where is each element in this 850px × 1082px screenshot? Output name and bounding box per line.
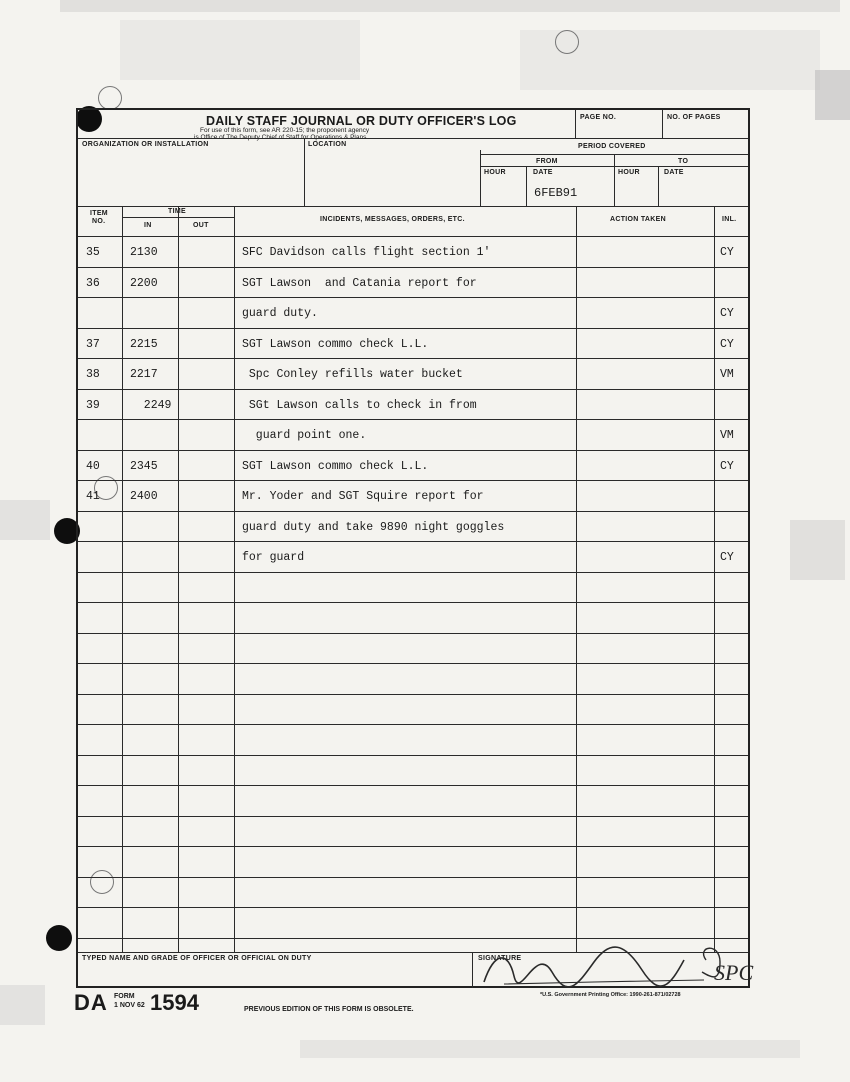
column-rule (178, 206, 179, 952)
column-rule (714, 206, 715, 952)
log-row-entry-text: for guard (242, 551, 305, 564)
period-covered-label: PERIOD COVERED (578, 143, 646, 150)
to-label: TO (678, 158, 689, 165)
time-out-header: OUT (193, 222, 209, 229)
log-row-entry-text: SGT Lawson commo check L.L. (242, 459, 429, 473)
log-row-item-no: 40 (86, 459, 100, 473)
signature-suffix: SPC (714, 960, 754, 985)
form-date: 1 NOV 62 (114, 1002, 145, 1009)
form-title: DAILY STAFF JOURNAL OR DUTY OFFICER'S LOG (206, 114, 517, 128)
to-date-label: DATE (664, 169, 684, 176)
incidents-header: INCIDENTS, MESSAGES, ORDERS, ETC. (320, 216, 465, 223)
from-date-value: 6FEB91 (534, 186, 578, 200)
log-row-initials: CY (720, 246, 734, 259)
typed-name-label: TYPED NAME AND GRADE OF OFFICER OR OFFICIAL ON DUTY (82, 955, 312, 962)
form-code: DA (74, 990, 108, 1015)
log-row-item-no: 37 (86, 337, 100, 351)
form-subtitle: For use of this form, see AR 220-15; the proponent agency (200, 127, 370, 134)
from-hour-label: HOUR (484, 169, 506, 176)
column-rule (234, 206, 235, 952)
log-row-entry-text: Mr. Yoder and SGT Squire report for (242, 490, 484, 503)
log-row-item-no: 35 (86, 246, 100, 259)
log-row-initials: VM (720, 368, 734, 381)
item-header: ITEM (90, 210, 108, 217)
initials-header: INL. (722, 216, 737, 223)
log-row-initials: VM (720, 429, 734, 442)
time-in-header: IN (144, 222, 152, 229)
previous-edition-note: PREVIOUS EDITION OF THIS FORM IS OBSOLETE. (244, 1006, 414, 1013)
signature-scribble (474, 932, 754, 992)
log-row-initials: CY (720, 307, 734, 320)
log-row-time-in: 2215 (130, 337, 158, 351)
log-row-time-in: 2400 (130, 490, 158, 503)
log-row-item-no: 36 (86, 276, 100, 290)
staff-journal-form (76, 108, 754, 988)
log-row-entry-text: SGT Lawson commo check L.L. (242, 337, 429, 351)
from-date-label: DATE (533, 169, 553, 176)
log-row-entry-text: guard duty. (242, 307, 318, 320)
log-row-initials: CY (720, 459, 734, 473)
printing-office-note: *U.S. Government Printing Office: 1990-261-871/02728 (540, 992, 681, 998)
signature-label: SIGNATURE (478, 955, 522, 962)
to-hour-label: HOUR (618, 169, 640, 176)
page-no-label: PAGE NO. (580, 114, 617, 121)
log-row-item-no: 41 (86, 490, 100, 503)
log-row-entry-text: Spc Conley refills water bucket (242, 368, 463, 381)
log-row-entry-text: guard point one. (242, 429, 367, 442)
time-header: TIME (168, 208, 186, 215)
punch-hole (46, 925, 72, 951)
column-rule (122, 206, 123, 952)
log-row-entry-text: SGt Lawson calls to check in from (242, 398, 477, 412)
log-row-entry-text: SFC Davidson calls flight section 1' (242, 246, 491, 259)
punch-ring (555, 30, 579, 54)
no-of-pages-label: NO. OF PAGES (667, 114, 721, 121)
log-row-initials: CY (720, 551, 734, 564)
log-row-item-no: 38 (86, 368, 100, 381)
form-number: 1594 (150, 990, 199, 1015)
item-header-no: NO. (92, 218, 106, 225)
log-row-initials: CY (720, 337, 734, 351)
log-row-item-no: 39 (86, 398, 100, 412)
location-label: LOCATION (308, 141, 347, 148)
from-label: FROM (536, 158, 558, 165)
form-word: FORM (114, 993, 135, 1000)
log-row-time-in: 2345 (130, 459, 158, 473)
punch-ring (98, 86, 122, 110)
log-row-entry-text: guard duty and take 9890 night goggles (242, 520, 505, 534)
log-row-entry-text: SGT Lawson and Catania report for (242, 276, 477, 290)
organization-label: ORGANIZATION OR INSTALLATION (82, 141, 209, 148)
form-subtitle: is Office of The Deputy Chief of Staff for Operations & Plans. (194, 134, 369, 141)
log-row-time-in: 2200 (130, 276, 158, 290)
log-row-time-in: 2130 (130, 246, 158, 259)
log-row-time-in: 2217 (130, 368, 158, 381)
log-row-time-in: 2249 (130, 398, 172, 412)
column-rule (576, 206, 577, 952)
action-header: ACTION TAKEN (610, 216, 666, 223)
